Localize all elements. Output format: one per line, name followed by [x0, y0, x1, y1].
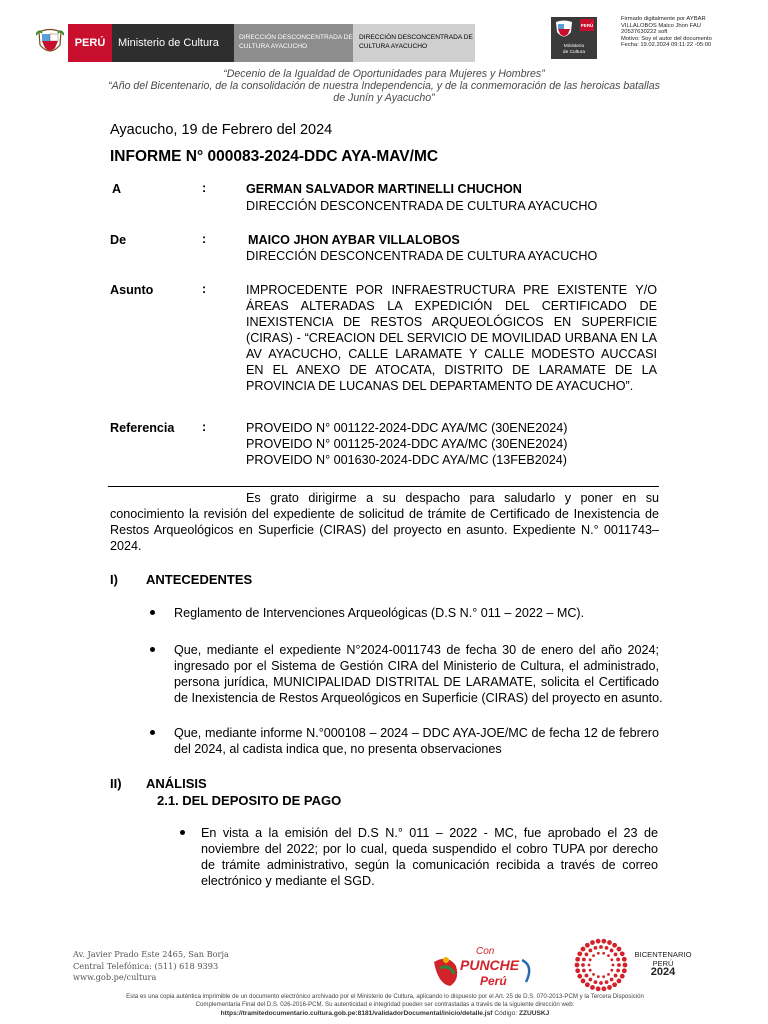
- to-label: A: [112, 182, 122, 196]
- bullet-icon: [150, 730, 155, 735]
- analysis-item: [201, 825, 658, 889]
- emblem-dot: [585, 953, 589, 957]
- unit-label-secondary: [353, 24, 475, 62]
- emblem-dot: [601, 986, 606, 991]
- emblem-dot: [599, 981, 603, 985]
- emblem-dot: [582, 958, 586, 962]
- emblem-dot: [581, 979, 586, 984]
- subject-text: [246, 282, 657, 394]
- reference-label: Referencia: [110, 421, 175, 435]
- emblem-dot: [601, 939, 606, 944]
- from-colon: :: [202, 232, 207, 246]
- emblem-dot: [622, 957, 627, 962]
- emblem-dot: [617, 979, 622, 984]
- small-logo-text-line-2: de Cultura: [562, 50, 586, 55]
- antecedent-line: Que, mediante informe N.°000108 – 2024 – DDC AYA-JOE/MC de fecha 12 de febrero: [174, 726, 659, 740]
- subsection-2-1-title: 2.1. DEL DEPOSITO DE PAGO: [157, 793, 342, 808]
- to-colon: :: [202, 181, 207, 195]
- emblem-dot: [610, 969, 613, 972]
- emblem-dot: [585, 982, 590, 987]
- campaign-peru: Perú: [480, 974, 507, 988]
- emblem-dot: [597, 975, 600, 978]
- emblem-dot: [589, 958, 592, 961]
- bicentennial-text: [633, 950, 693, 977]
- analysis-line: de trámite administrativo, según la comunicación recibida a través de correo: [201, 858, 658, 872]
- analysis-line: electrónico y mediante el SGD.: [201, 874, 375, 888]
- to-name: GERMAN SALVADOR MARTINELLI CHUCHON: [246, 182, 522, 196]
- emblem-dot: [581, 963, 585, 967]
- subject-line: PROVINCIA DE LUCANAS DEL DEPARTAMENTO DE AYACUCHO”.: [246, 379, 634, 393]
- emblem-dot: [605, 980, 609, 984]
- from-name: MAICO JHON AYBAR VILLALOBOS: [248, 233, 460, 247]
- subject-colon: :: [202, 282, 207, 296]
- emblem-dot: [597, 952, 600, 955]
- section-1-title: ANTECEDENTES: [146, 572, 253, 587]
- emblem-dot: [612, 943, 617, 948]
- antecedent-line: ingresado por el Sistema de Gestión CIRA del Ministerio de Cultura, el administrado,: [174, 659, 659, 673]
- emblem-dot: [607, 940, 612, 945]
- emblem-dot: [617, 963, 621, 967]
- antecedent-line: de Inexistencia de Restos Arqueológicos en Superficie (CIRAS) del proyecto en asunto.: [174, 691, 663, 705]
- emblem-dot: [607, 985, 612, 990]
- motto-line-1: “Decenio de la Igualdad de Oportunidades para Mujeres y Hombres”: [223, 68, 545, 80]
- small-coat-of-arms-icon: [553, 19, 575, 41]
- emblem-dot: [607, 954, 610, 957]
- address-line: Av. Javier Prado Este 2465, San Borja: [73, 949, 229, 959]
- emblem-dot: [590, 940, 595, 945]
- legal-notice: [40, 993, 730, 1009]
- emblem-dot: [594, 980, 598, 984]
- digital-signature-stamp: [621, 16, 761, 49]
- bicentennial-line-2: PERÚ: [652, 959, 674, 968]
- ministry-label: Ministerio de Cultura: [112, 24, 234, 62]
- emblem-dot: [602, 975, 605, 978]
- emblem-dot: [617, 947, 622, 952]
- emblem-dot: [594, 946, 598, 950]
- legal-line: Complementaria Final del D.S. 026-2016-PCM. Su autenticidad e integridad pueden ser contrastadas a través de la siguiente dirección web:: [195, 1001, 575, 1008]
- section-2-number: II): [110, 776, 122, 791]
- verification-line: [40, 1010, 730, 1017]
- reference-item: PROVEIDO N° 001630-2024-DDC AYA/MC (13FEB2024): [246, 453, 567, 467]
- section-1-number: I): [110, 572, 118, 587]
- emblem-dot: [605, 946, 609, 950]
- unit-label-primary-line-2: CULTURA AYACUCHO: [239, 43, 308, 50]
- phone-line: Central Telefónica: (511) 618 9393: [73, 960, 219, 971]
- emblem-dot: [590, 985, 595, 990]
- subject-line: INEXISTENCIA DE RESTOS ARQUEOLÓGICOS EN SUPERFICIE: [246, 315, 657, 329]
- peru-brand-label: PERÚ: [68, 24, 112, 62]
- document-date: Ayacucho, 19 de Febrero del 2024: [110, 122, 333, 138]
- emblem-dot: [610, 978, 614, 982]
- subject-line: ÁREAS ALTERADAS LA EXPEDICIÓN DEL CERTIFICADO DE: [246, 299, 657, 313]
- from-organization: DIRECCIÓN DESCONCENTRADA DE CULTURA AYACUCHO: [246, 249, 598, 263]
- motto-line-2: “Año del Bicentenario, de la consolidación de nuestra Independencia, y de la conmemoración de las heroicas batallas: [108, 80, 660, 92]
- emblem-dot: [589, 978, 593, 982]
- section-2-title: ANÁLISIS: [146, 776, 207, 791]
- emblem-dot: [610, 958, 613, 961]
- emblem-dot: [616, 958, 620, 962]
- subject-line: EN EL ANEXO DE ATOCATA, DISTRITO DE LARAMATE DE LA: [246, 363, 657, 377]
- intro-line: Restos Arqueológicos en Superficie (CIRAS) del proyecto en asunto. Expediente N.° 0011743–: [110, 523, 659, 537]
- emblem-dot: [622, 968, 627, 973]
- reference-list: [246, 420, 567, 468]
- address-block: [73, 949, 229, 984]
- emblem-dot: [616, 969, 620, 973]
- code-value: ZZUUSKJ: [518, 1010, 550, 1017]
- emblem-dot: [612, 964, 615, 967]
- emblem-dot: [612, 982, 617, 987]
- emblem-dot: [599, 945, 603, 949]
- emblem-dot: [575, 963, 580, 968]
- report-title: INFORME N° 000083-2024-DDC AYA-MAV/MC: [110, 148, 439, 165]
- emblem-dot: [588, 964, 591, 967]
- emblem-dot: [602, 952, 605, 955]
- subject-line: AV AYACUCHO, CALLE LARAMATE Y CALLE MODESTO AUCCASI: [246, 347, 657, 361]
- subject-line: IMPROCEDENTE POR INFRAESTRUCTURA PRE EXISTENTE Y/O: [246, 283, 657, 297]
- campaign-punche: PUNCHE: [460, 957, 520, 973]
- signature-line: Motivo: Soy el autor del documento: [621, 35, 712, 42]
- emblem-dot: [592, 973, 595, 976]
- antecedent-line: persona jurídica, MUNICIPALIDAD DISTRITAL DE LARAMATE, solicita el Certificado: [174, 675, 659, 689]
- unit-label-secondary-line-2: CULTURA AYACUCHO: [359, 43, 428, 50]
- bicentennial-emblem: [572, 936, 630, 994]
- intro-line: conocimiento la revisión del expediente de solicitud de trámite de Certificado de Inexistencia de: [110, 507, 659, 521]
- emblem-dot: [592, 954, 595, 957]
- con-punche-peru-logo: [430, 940, 542, 990]
- emblem-dot: [614, 953, 618, 957]
- to-organization: DIRECCIÓN DESCONCENTRADA DE CULTURA AYACUCHO: [246, 199, 598, 213]
- emblem-dot: [620, 974, 625, 979]
- small-logo-peru-label: PERÚ: [580, 19, 594, 31]
- reference-colon: :: [202, 420, 207, 434]
- bullet-icon: [180, 830, 185, 835]
- intro-paragraph: [110, 506, 659, 554]
- unit-label-primary: [234, 24, 353, 62]
- intro-line: 2024.: [110, 539, 142, 553]
- legal-line: Esta es una copia auténtica imprimible de un documento electrónico archivado por el Ministerio de Cultura, aplicando lo dispuesto por el Art. 25 de D.S. 070-2013-PCM y la Tercera Disposición: [126, 993, 644, 1000]
- reference-item: PROVEIDO N° 001122-2024-DDC AYA/MC (30ENE2024): [246, 421, 568, 435]
- emblem-dot: [582, 969, 586, 973]
- emblem-dot: [581, 947, 586, 952]
- signature-line: 20537630222 soft: [621, 29, 668, 36]
- signature-line: VILLALOBOS Maico Jhon FAU: [621, 22, 701, 29]
- emblem-dot: [607, 973, 610, 976]
- code-label: Código:: [494, 1010, 518, 1017]
- subject-line: (CIRAS) - “CREACION DEL SERVICIO DE MOVILIDAD URBANA EN LA: [246, 331, 657, 345]
- emblem-dot: [577, 951, 582, 956]
- bullet-icon: [150, 610, 155, 615]
- emblem-dot: [623, 963, 628, 968]
- antecedent-line: Que, mediante el expediente N°2024-0011743 de fecha 30 de enero del año 2024;: [174, 643, 659, 657]
- coat-of-arms-icon: [36, 27, 64, 57]
- antecedent-item: Reglamento de Intervenciones Arqueológicas (D.S N.° 011 – 2022 – MC).: [174, 606, 585, 620]
- emblem-dot: [596, 986, 601, 991]
- signature-line: Fecha: 19.02.2024 09:11:22 -05:00: [621, 42, 712, 49]
- emblem-dot: [596, 939, 601, 944]
- emblem-dot: [575, 968, 580, 973]
- motto-line-3: de Junín y Ayacucho”: [333, 92, 435, 104]
- subject-label: Asunto: [110, 283, 154, 297]
- emblem-dot: [610, 949, 614, 953]
- bicentennial-year: 2024: [650, 966, 676, 978]
- analysis-line: noviembre del 2022; por lo cual, queda suspendido el cobro TUPA por derecho: [201, 842, 658, 856]
- official-mottos: [100, 68, 668, 104]
- small-logo-text-line-1: Ministerio: [563, 44, 585, 49]
- emblem-dot: [585, 974, 589, 978]
- analysis-line: En vista a la emisión del D.S N.° 011 – 2022 - MC, fue aprobado el 23 de: [201, 826, 658, 840]
- unit-label-primary-line-1: DIRECCIÓN DESCONCENTRADA DE: [239, 34, 353, 41]
- small-logo-text: [551, 44, 597, 56]
- intro-first-line: Es grato dirigirme a su despacho para saludarlo y poner en su: [246, 491, 659, 505]
- antecedent-item: [174, 642, 663, 706]
- emblem-dot: [585, 943, 590, 948]
- campaign-con: Con: [476, 946, 495, 957]
- antecedent-line: del 2024, al cadista indica que, no presenta observaciones: [174, 742, 502, 756]
- bullet-icon: [150, 647, 155, 652]
- signature-line: Firmado digitalmente por AYBAR: [621, 16, 706, 22]
- emblem-dot: [577, 974, 582, 979]
- from-label: De: [110, 233, 127, 247]
- antecedent-item: [174, 725, 659, 757]
- unit-label-secondary-line-1: DIRECCIÓN DESCONCENTRADA DE: [359, 34, 473, 41]
- emblem-dot: [589, 949, 593, 953]
- website-link: www.gob.pe/cultura: [73, 972, 157, 982]
- emblem-dot: [614, 974, 618, 978]
- verification-url-link[interactable]: https://tramitedocumentario.cultura.gob.pe:8181/validadorDocumental/inicio/detalle.jsf: [220, 1010, 493, 1017]
- bicentennial-line-1: BICENTENARIO: [634, 950, 692, 959]
- header-divider: [108, 486, 659, 487]
- emblem-dot: [620, 951, 625, 956]
- emblem-dot: [575, 957, 580, 962]
- emblem-dot: [589, 969, 592, 972]
- reference-item: PROVEIDO N° 001125-2024-DDC AYA/MC (30ENE2024): [246, 437, 568, 451]
